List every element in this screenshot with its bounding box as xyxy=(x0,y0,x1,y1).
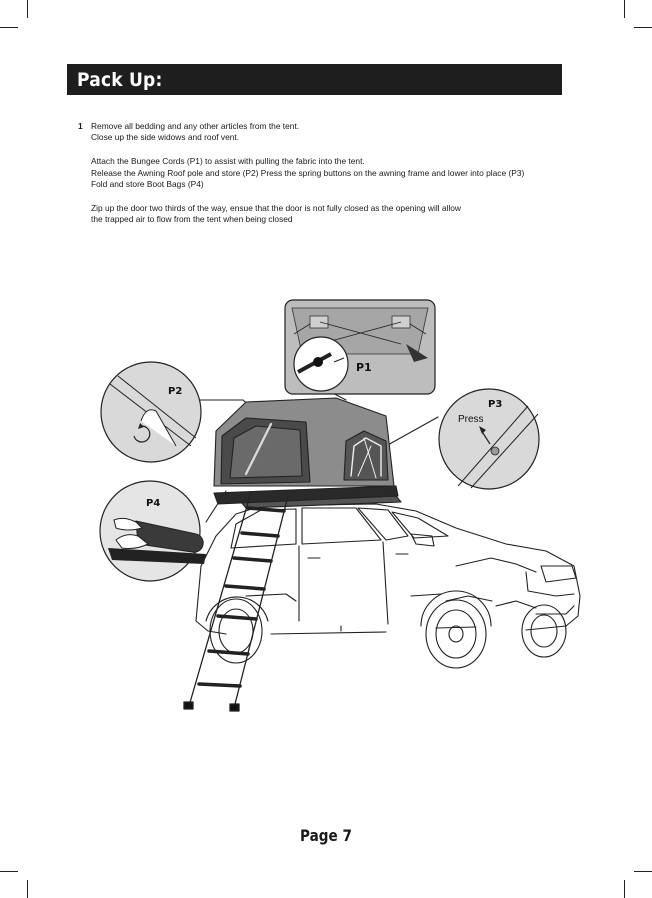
step-number: 1 xyxy=(78,121,83,131)
front-wheel xyxy=(421,591,491,668)
step-line: Zip up the door two thirds of the way, ensue that the door is not fully closed as the opening will allow xyxy=(91,203,461,214)
p2-label: P2 xyxy=(168,386,183,397)
section-header xyxy=(67,64,562,95)
crop-mark xyxy=(624,880,625,898)
crop-mark xyxy=(27,0,28,18)
pack-up-illustration xyxy=(96,296,586,716)
car-body xyxy=(196,504,580,634)
step-line: Attach the Bungee Cords (P1) to assist with pulling the fabric into the tent. xyxy=(91,156,365,167)
p1-detail-panel xyxy=(285,300,435,394)
p2-detail-circle xyxy=(101,362,201,462)
crop-mark xyxy=(0,27,18,28)
p4-detail-circle xyxy=(100,481,206,581)
step-paragraph xyxy=(91,203,571,225)
p4-label: P4 xyxy=(146,498,161,509)
step-line: Close up the side widows and roof vent. xyxy=(91,132,240,143)
crop-mark xyxy=(0,871,18,872)
crop-mark xyxy=(27,880,28,898)
step-line: Release the Awning Roof pole and store (P2) Press the spring buttons on the awning frame and lower into place (P3) xyxy=(91,167,525,178)
p3-label: P3 xyxy=(488,399,503,410)
crop-mark xyxy=(624,0,625,18)
step-line: Fold and store Boot Bags (P4) xyxy=(91,178,204,189)
step-body xyxy=(91,121,571,238)
rooftop-tent xyxy=(214,398,398,504)
step-line: the trapped air to flow from the tent when being closed xyxy=(91,214,293,225)
p1-label: P1 xyxy=(356,361,372,374)
page-number: Page 7 xyxy=(300,826,352,845)
step-paragraph xyxy=(91,121,571,143)
press-label: Press xyxy=(458,414,484,425)
step-line: Remove all bedding and any other articles from the tent. xyxy=(91,121,300,131)
step-paragraph xyxy=(91,156,571,190)
far-wheel xyxy=(522,605,566,657)
section-title: Pack Up: xyxy=(77,68,163,91)
crop-mark xyxy=(634,871,652,872)
crop-mark xyxy=(634,27,652,28)
